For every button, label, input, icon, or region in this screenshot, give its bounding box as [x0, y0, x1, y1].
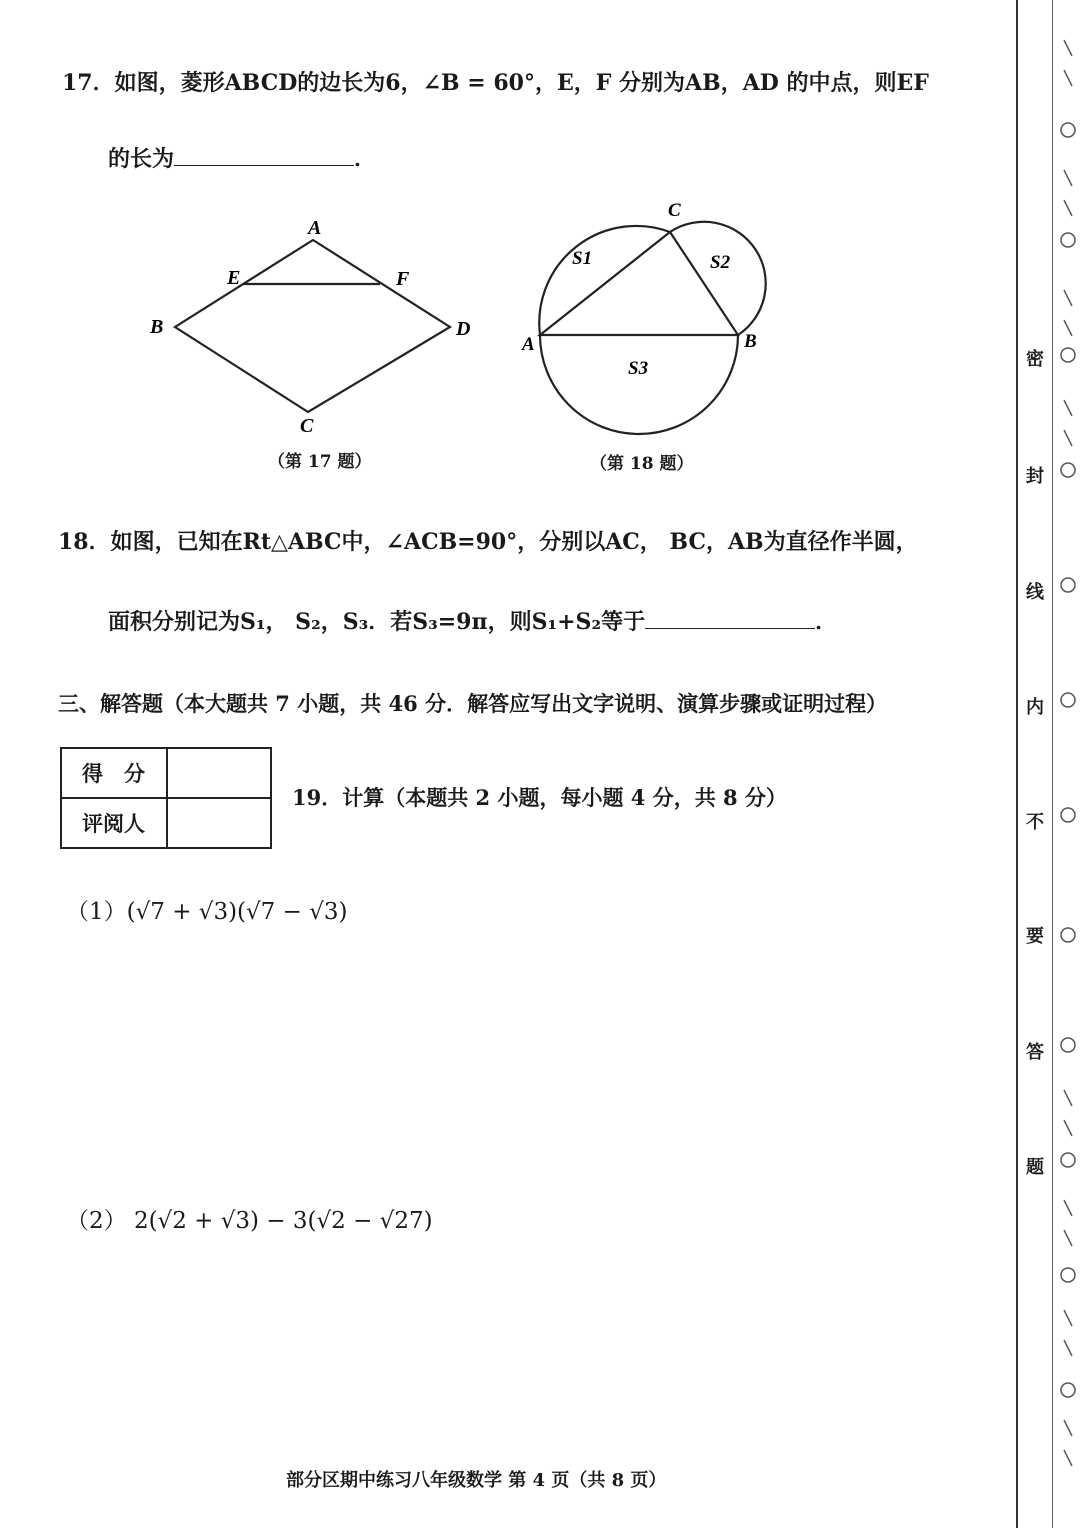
q18-caption: （第 18 题） — [590, 454, 694, 474]
label-s3: S3 — [628, 358, 649, 379]
label-a: A — [308, 217, 322, 239]
binding-line-outer — [1052, 0, 1053, 1528]
label-b: B — [744, 331, 757, 352]
binding-line — [1016, 0, 1018, 1528]
triangle-abc — [540, 232, 738, 335]
label-c: C — [668, 200, 681, 221]
q17-rhombus-figure — [140, 210, 490, 470]
binding-char-5: 不 — [1026, 812, 1044, 833]
q18-line1: 18．如图，已知在Rt△ABC中，∠ACB=90°，分别以AC， BC，AB为直径作半圆， — [58, 529, 918, 555]
semicircle-s2 — [670, 222, 766, 335]
label-s1: S1 — [572, 248, 593, 269]
label-c: C — [300, 415, 314, 437]
q17-line2 — [108, 142, 376, 173]
binding-char-7: 答 — [1026, 1042, 1044, 1063]
q18-answer-blank[interactable] — [645, 606, 815, 629]
binding-strip-decoration — [1056, 0, 1080, 1528]
label-d: D — [456, 318, 471, 340]
score-value-cell[interactable] — [167, 748, 271, 798]
q17-line1: 17．如图，菱形ABCD的边长为6，∠B = 60°，E，F 分别为AB，AD 的中点，则EF — [62, 70, 929, 96]
q18-semicircles-figure — [510, 190, 790, 460]
rhombus-outline — [175, 240, 450, 412]
binding-char-2: 封 — [1026, 466, 1044, 487]
q18-line2-suffix: ． — [815, 609, 838, 635]
label-f: F — [396, 268, 410, 290]
q17-line2-prefix: 的长为 — [108, 146, 175, 172]
label-a: A — [522, 334, 535, 355]
semicircle-s3 — [540, 335, 738, 434]
q18-line2-prefix: 面积分别记为S₁， S₂，S₃．若S₃=9π，则S₁+S₂等于 — [108, 609, 646, 635]
semicircle-s1 — [539, 226, 670, 335]
q17-answer-blank[interactable] — [174, 143, 354, 166]
score-box — [60, 747, 272, 849]
reviewer-label: 评阅人 — [61, 798, 167, 848]
binding-char-8: 题 — [1026, 1157, 1044, 1178]
binding-char-3: 线 — [1026, 582, 1044, 603]
score-label: 得 分 — [61, 748, 167, 798]
section3-heading: 三、解答题（本大题共 7 小题，共 46 分．解答应写出文字说明、演算步骤或证明过程） — [58, 691, 888, 716]
q19-part1: （1）(√7 + √3)(√7 − √3) — [66, 899, 348, 925]
q17-line2-suffix: ． — [354, 146, 377, 172]
q19-part2: （2） 2(√2 + √3) − 3(√2 − √27) — [66, 1208, 433, 1234]
q19-title: 19．计算（本题共 2 小题，每小题 4 分，共 8 分） — [292, 785, 787, 810]
reviewer-value-cell[interactable] — [167, 798, 271, 848]
q18-line2 — [108, 605, 837, 636]
binding-char-6: 要 — [1026, 926, 1044, 947]
label-s2: S2 — [710, 252, 731, 273]
page-footer: 部分区期中练习八年级数学 第 4 页（共 8 页） — [286, 1470, 667, 1491]
binding-char-4: 内 — [1026, 697, 1044, 718]
q17-caption: （第 17 题） — [268, 452, 372, 472]
binding-char-1: 密 — [1026, 349, 1044, 370]
label-b: B — [150, 316, 164, 338]
label-e: E — [227, 267, 241, 289]
